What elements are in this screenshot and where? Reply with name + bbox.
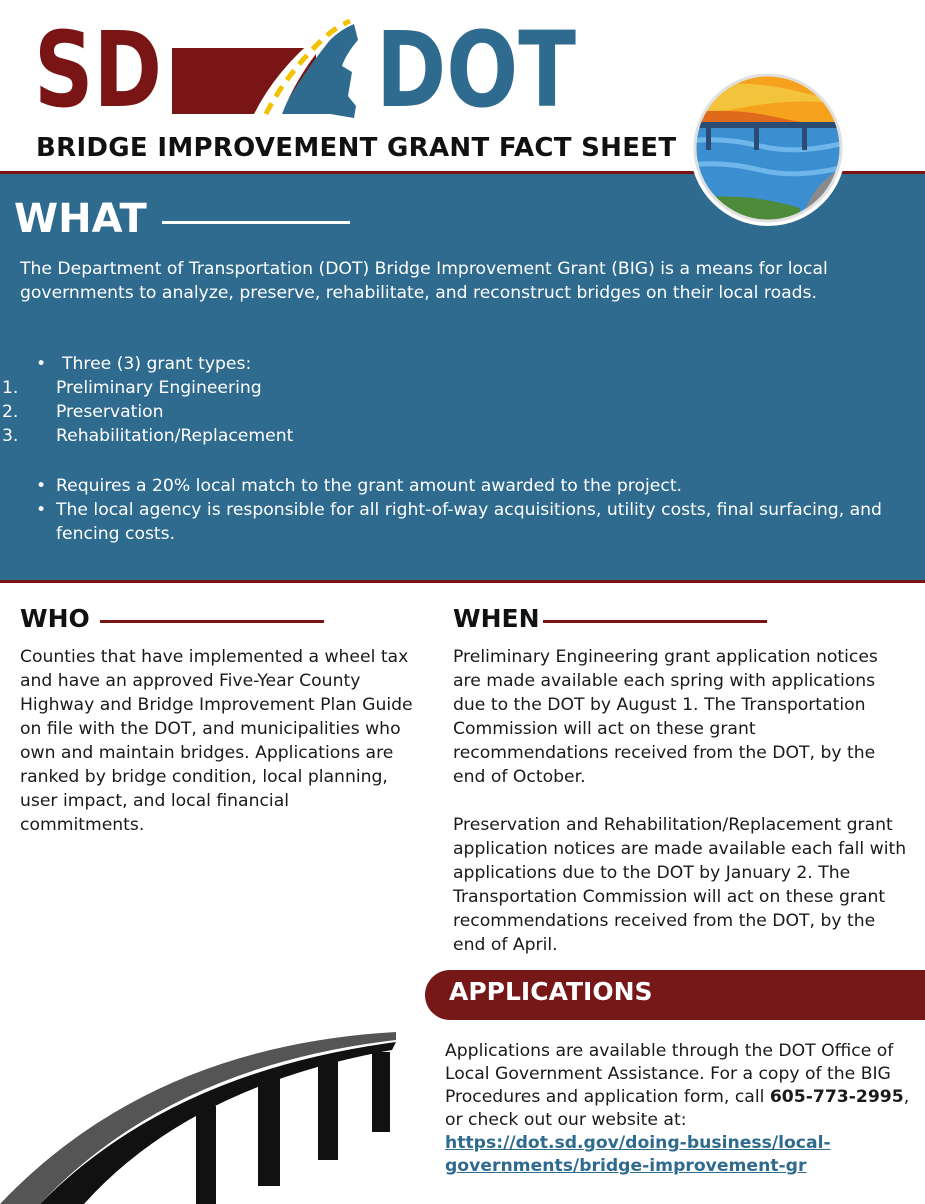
who-text: Counties that have implemented a wheel tax and have an approved Five-Year County Highway and Bridge Improvement Plan Guide on file with the DOT, and municipalities who own and maintain bridges. Applications are ranked by bridge condition, local planning, user impact, and local financial commitments.	[20, 647, 413, 835]
requirements-list	[36, 474, 906, 546]
who-heading: WHO	[20, 604, 90, 633]
when-heading: WHEN	[453, 604, 540, 633]
applications-text: Applications are available through the DOT Office of Local Government Assistance. For a copy of the BIG Procedures and application form, call 605-773-2995, or check out our website at: https://dot.sd.gov/doing-business/local-governments/bridge-improvement-gr	[445, 1041, 910, 1176]
what-heading: WHAT	[14, 196, 147, 242]
who-heading-rule	[100, 620, 324, 623]
applications-heading: APPLICATIONS	[449, 977, 653, 1006]
list-item: • Three (3) grant types:	[36, 352, 906, 376]
what-heading-rule	[162, 221, 350, 224]
list-item: 1. Preliminary Engineering	[2, 378, 262, 398]
list-item: • Requires a 20% local match to the grant amount awarded to the project.	[36, 474, 906, 498]
when-paragraph-1: Preliminary Engineering grant application notices are made available each spring with applications due to the DOT by August 1. The Transportation Commission will act on these grant recommendations received from the DOT, by the end of October.	[453, 647, 878, 787]
phone-number: 605-773-2995	[769, 1087, 904, 1107]
what-panel-divider	[0, 580, 925, 583]
list-item: • The local agency is responsible for all right-of-way acquisitions, utility costs, final surfacing, and fencing costs.	[36, 498, 906, 546]
what-intro: The Department of Transportation (DOT) Bridge Improvement Grant (BIG) is a means for local governments to analyze, preserve, rehabilitate, and reconstruct bridges on their local roads.	[20, 259, 828, 303]
list-item: 2. Preservation	[2, 402, 164, 422]
website-link[interactable]: https://dot.sd.gov/doing-business/local-governments/bridge-improvement-gr	[445, 1133, 831, 1176]
when-heading-rule	[543, 620, 767, 623]
grant-types-list	[2, 352, 906, 448]
logo-dot-text: DOT	[376, 9, 577, 131]
bridge-graphic	[0, 1026, 400, 1204]
page-title: BRIDGE IMPROVEMENT GRANT FACT SHEET	[36, 133, 677, 163]
when-paragraph-2: Preservation and Rehabilitation/Replacement grant application notices are made available each fall with applications due to the DOT by January 2. The Transportation Commission will act on these grant recommendations received from the DOT, by the end of April.	[453, 815, 907, 955]
bridge-badge-illustration	[680, 70, 856, 226]
sddot-logo	[30, 10, 590, 130]
list-item: 3. Rehabilitation/Replacement	[2, 426, 294, 446]
logo-sd-text: SD	[34, 9, 162, 131]
